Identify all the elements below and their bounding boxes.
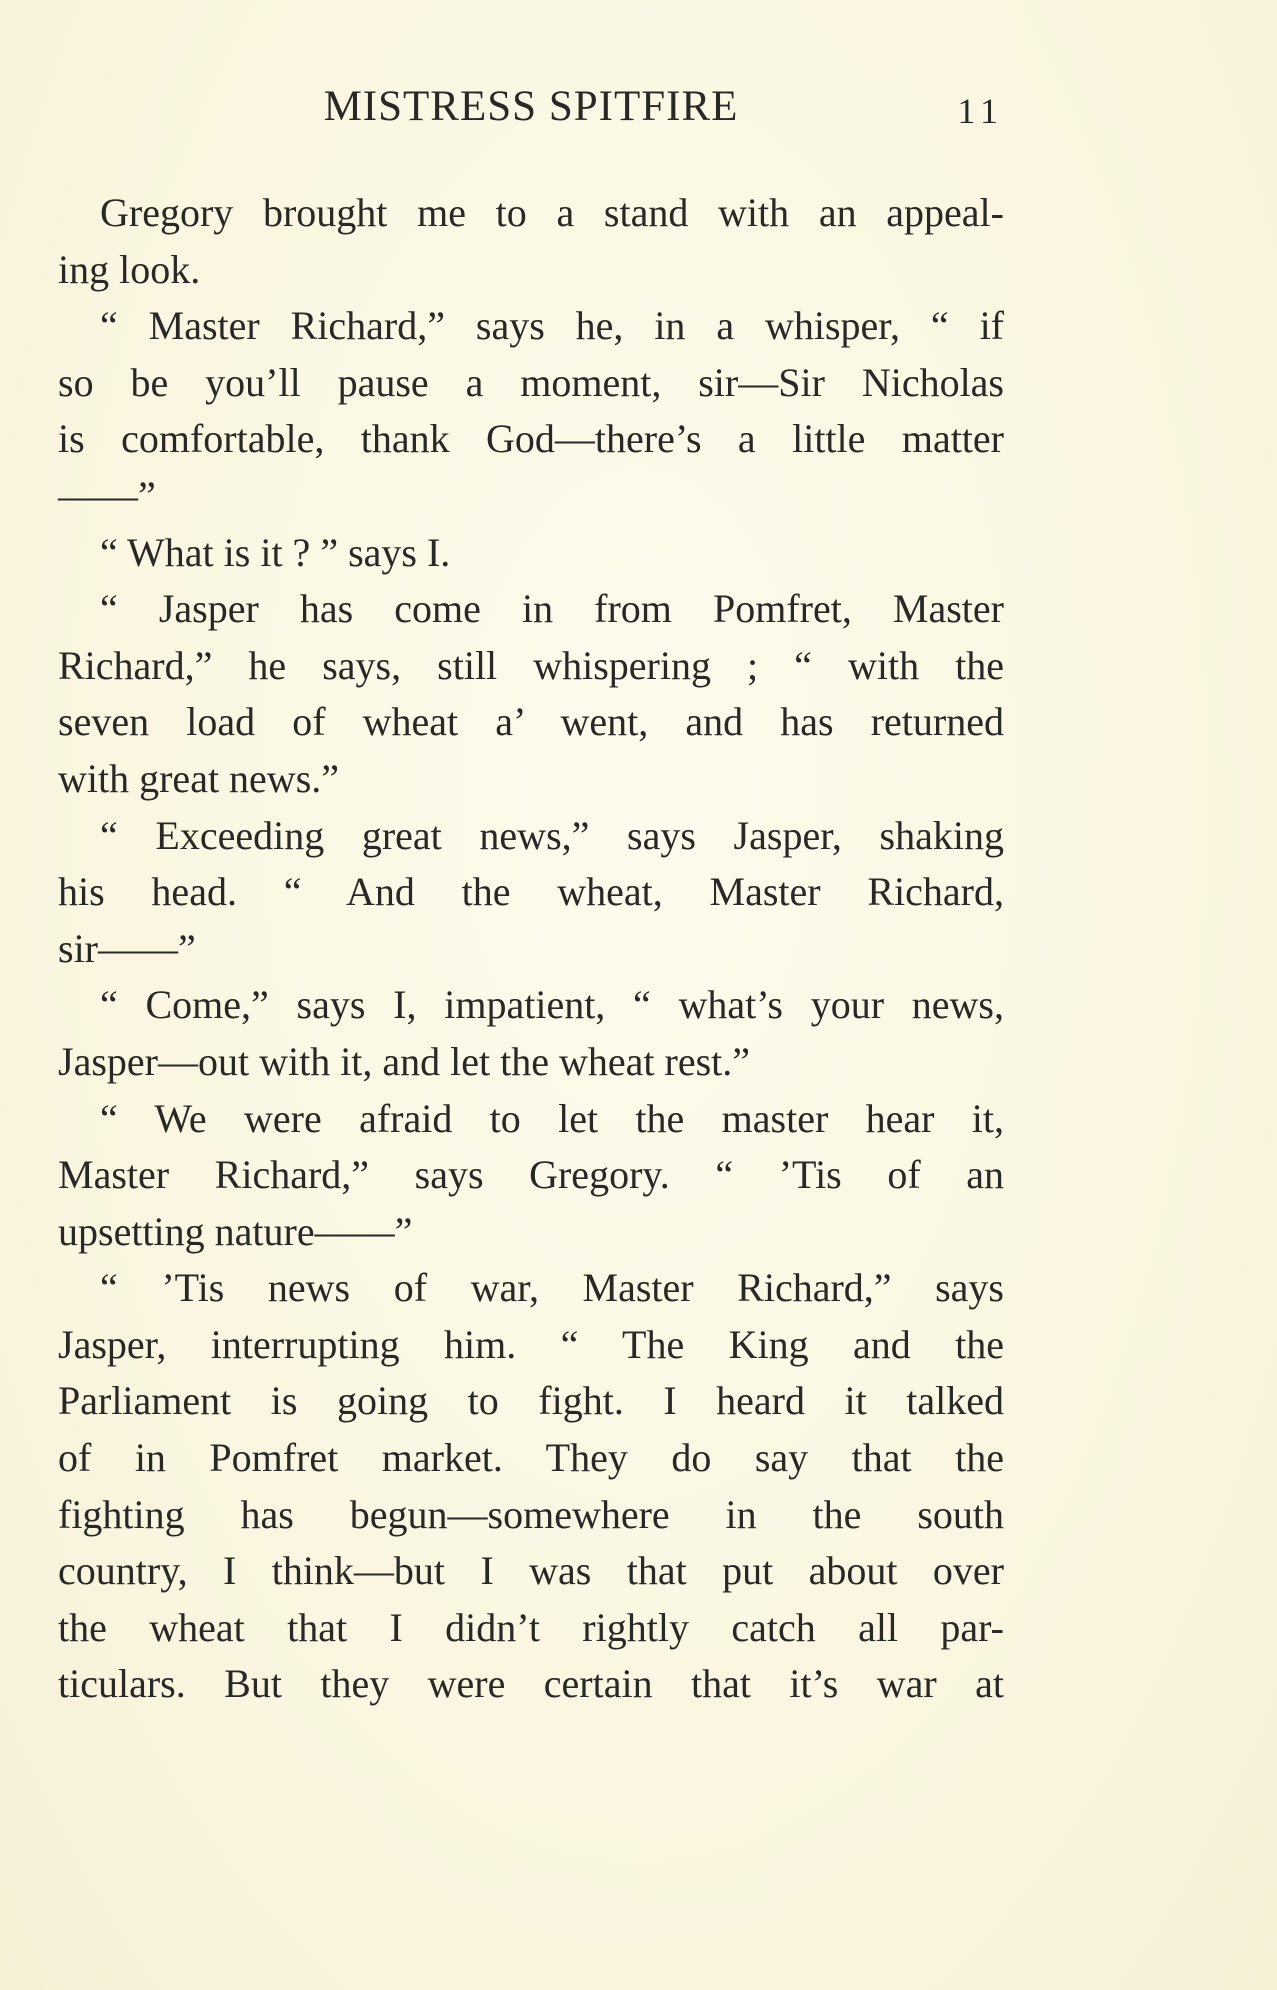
text-line: “ ’Tis news of war, Master Richard,” says xyxy=(100,1265,1004,1311)
text-line: the wheat that I didn’t rightly catch all par- xyxy=(58,1604,1004,1650)
text-line: so be you’ll pause a moment, sir—Sir Nicholas xyxy=(58,359,1004,405)
text-line: ——” xyxy=(58,472,156,518)
text-line: Master Richard,” says Gregory. “ ’Tis of an xyxy=(58,1152,1004,1198)
text-line: “ What is it ? ” says I. xyxy=(100,529,451,575)
text-line: upsetting nature——” xyxy=(58,1208,413,1254)
text-line: Jasper, interrupting him. “ The King and the xyxy=(58,1321,1004,1367)
text-line: seven load of wheat a’ went, and has returned xyxy=(58,699,1004,745)
text-line: sir——” xyxy=(58,925,196,971)
text-line: Gregory brought me to a stand with an appeal- xyxy=(100,190,1004,235)
text-line: “ Exceeding great news,” says Jasper, shaking xyxy=(100,812,1004,858)
page-header xyxy=(58,82,1004,142)
text-line: of in Pomfret market. They do say that the xyxy=(58,1435,1004,1481)
text-line: “ Come,” says I, impatient, “ what’s your news, xyxy=(100,982,1004,1028)
text-line: “ We were afraid to let the master hear it, xyxy=(100,1095,1004,1141)
text-line: “ Master Richard,” says he, in a whisper, “ if xyxy=(100,303,1004,349)
text-line: his head. “ And the wheat, Master Richard, xyxy=(58,869,1004,915)
text-line: “ Jasper has come in from Pomfret, Master xyxy=(100,586,1004,632)
text-line: Richard,” he says, still whispering ; “ with the xyxy=(58,642,1004,688)
text-line: with great news.” xyxy=(58,755,340,801)
text-line: ing look. xyxy=(58,246,201,292)
text-line: ticulars. But they were certain that it’s war at xyxy=(58,1661,1004,1707)
text-line: country, I think—but I was that put about over xyxy=(58,1548,1004,1594)
page-number: 11 xyxy=(957,91,1004,131)
running-title: MISTRESS SPITFIRE xyxy=(323,83,739,130)
text-line: Parliament is going to fight. I heard it talked xyxy=(58,1378,1004,1424)
text-line: fighting has begun—somewhere in the south xyxy=(58,1491,1004,1537)
text-line: is comfortable, thank God—there’s a little matter xyxy=(58,416,1004,462)
body-text xyxy=(58,185,1004,1713)
text-line: Jasper—out with it, and let the wheat rest.” xyxy=(58,1038,751,1084)
